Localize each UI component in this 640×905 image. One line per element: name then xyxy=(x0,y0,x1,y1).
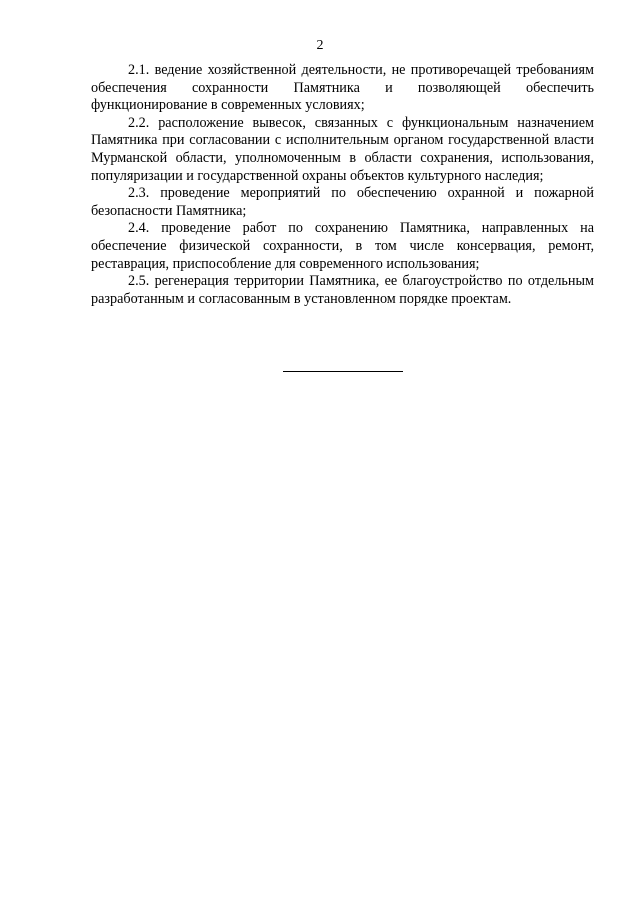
page-number: 2 xyxy=(316,38,324,53)
end-divider-line xyxy=(283,371,403,372)
list-item-2-5: 2.5. регенерация территории Памятника, ее благоустройство по отдельным разработанным и согласованным в установленном порядке проектам. xyxy=(91,273,594,307)
list-item-2-4: 2.4. проведение работ по сохранению Памятника, направленных на обеспечение физической сохранности, в том числе консервация, ремонт, реставрация, приспособление для современного использования; xyxy=(91,220,594,272)
list-item-2-1: 2.1. ведение хозяйственной деятельности, не противоречащей требованиям обеспечения сохранности Памятника и позволяющей обеспечить функционирование в современных условиях; xyxy=(91,62,594,114)
list-item-2-3: 2.3. проведение мероприятий по обеспечению охранной и пожарной безопасности Памятника; xyxy=(91,185,594,219)
document-body xyxy=(91,62,594,308)
list-item-2-2: 2.2. расположение вывесок, связанных с функциональным назначением Памятника при согласовании с исполнительным органом государственной власти Мурманской области, уполномоченным в области сохранения, использования, популяризации и государственной охраны объектов культурного наследия; xyxy=(91,114,594,184)
